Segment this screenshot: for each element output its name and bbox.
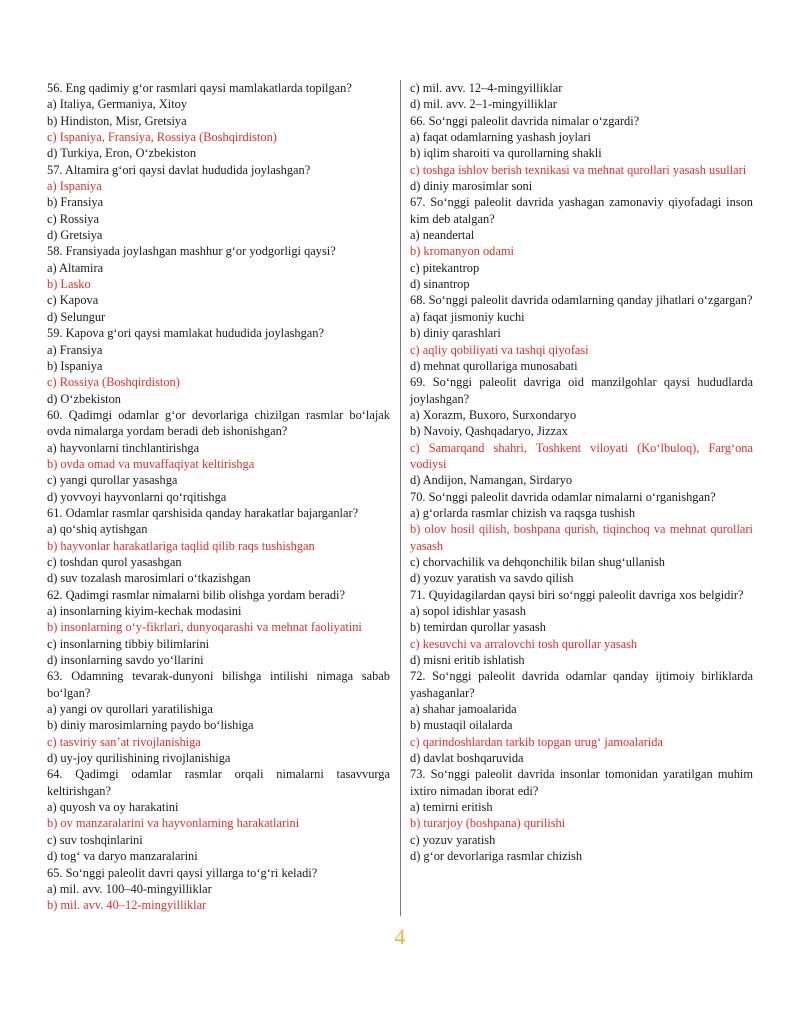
answer-option: c) mil. avv. 12–4-mingyilliklar	[410, 81, 563, 95]
answer-option: a) quyosh va oy harakatini	[47, 800, 179, 815]
answer-option: c) chorvachilik va dehqonchilik bilan shug‘ullanish	[410, 554, 665, 569]
answer-option: c) Kapova	[47, 293, 99, 308]
column-divider	[400, 80, 401, 916]
correct-answer-option: c) toshga ishlov berish texnikasi va mehnat qurollari yasash usullari	[410, 162, 747, 177]
answer-option: d) yozuv yaratish va savdo qilish	[410, 571, 574, 586]
correct-answer-option: c) Rossiya (Boshqirdiston)	[47, 375, 180, 390]
correct-answer-option: b) Lasko	[47, 277, 91, 292]
answer-option: d) Andijon, Namangan, Sirdaryo	[410, 473, 573, 488]
correct-answer-option: b) olov hosil qilish, boshpana qurish, tiqinchoq va mehnat qurollari yasash	[410, 522, 753, 553]
answer-option: b) Hindiston, Misr, Gretsiya	[47, 113, 187, 128]
answer-option: c) suv toshqinlarini	[47, 832, 143, 847]
answer-option: a) Altamira	[47, 260, 104, 275]
answer-option: d) O‘zbekiston	[47, 391, 121, 406]
question-text: 66. So‘nggi paleolit davrida nimalar o‘zgardi?	[410, 113, 640, 128]
correct-answer-option: b) turarjoy (boshpana) qurilishi	[410, 816, 566, 831]
question-text: 68. So‘nggi paleolit davrida odamlarning qanday jihatlari o‘zgargan?	[410, 293, 753, 308]
question-text: 69. So‘nggi paleolit davriga oid manzilgohlar qaysi hududlarda joylashgan?	[410, 375, 753, 406]
answer-option: a) shahar jamoalarida	[410, 702, 517, 717]
answer-option: a) yangi ov qurollari yaratilishiga	[47, 702, 213, 717]
question-text: 57. Altamira g‘ori qaysi davlat hududida joylashgan?	[47, 162, 311, 177]
question-text: 67. So‘nggi paleolit davrida yashagan zamonaviy qiyofadagi inson kim deb atalgan?	[410, 195, 753, 226]
answer-option: b) Navoiy, Qashqadaryo, Jizzax	[410, 424, 568, 439]
answer-option: a) sopol idishlar yasash	[410, 604, 526, 618]
answer-option: c) toshdan qurol yasashgan	[47, 554, 182, 569]
correct-answer-option: a) Ispaniya	[47, 179, 102, 194]
correct-answer-option: b) ov manzaralarini va hayvonlarning harakatlarini	[47, 816, 300, 831]
question-text: 62. Qadimgi rasmlar nimalarni bilib olishga yordam beradi?	[47, 587, 345, 602]
correct-answer-option: c) aqliy qobiliyati va tashqi qiyofasi	[410, 342, 589, 357]
answer-option: b) diniy qarashlari	[410, 326, 501, 341]
answer-option: a) insonlarning kiyim-kechak modasini	[47, 604, 242, 618]
question-text: 63. Odamning tevarak-dunyoni bilishga intilishi nimaga sabab bo‘lgan?	[47, 669, 390, 700]
answer-option: d) misni eritib ishlatish	[410, 653, 525, 668]
correct-answer-option: b) kromanyon odami	[410, 244, 514, 259]
question-text: 71. Quyidagilardan qaysi biri so‘nggi paleolit davriga xos belgidir?	[410, 587, 744, 602]
question-text: 59. Kapova g‘ori qaysi mamlakat hududida joylashgan?	[47, 326, 324, 341]
correct-answer-option: c) Ispaniya, Fransiya, Rossiya (Boshqirdiston)	[47, 130, 277, 145]
answer-option: d) tog‘ va daryo manzaralarini	[47, 849, 198, 864]
correct-answer-option: b) mil. avv. 40–12-mingyilliklar	[47, 898, 207, 913]
answer-option: b) diniy marosimlarning paydo bo‘lishiga	[47, 718, 254, 733]
answer-option: a) temirni eritish	[410, 800, 493, 815]
answer-option: d) Gretsiya	[47, 228, 103, 243]
answer-option: a) Xorazm, Buxoro, Surxondaryo	[410, 407, 577, 422]
answer-option: b) iqlim sharoiti va qurollarning shakli	[410, 146, 602, 161]
answer-option: a) Fransiya	[47, 342, 103, 357]
left-column	[47, 80, 390, 914]
question-text: 60. Qadimgi odamlar g‘or devorlariga chizilgan rasmlar bo‘lajak ovda nimalarga yordam beradi deb ishonishgan?	[47, 407, 390, 439]
answer-option: d) Turkiya, Eron, O‘zbekiston	[47, 146, 197, 161]
correct-answer-option: c) kesuvchi va arralovchi tosh qurollar yasash	[410, 636, 638, 651]
question-text: 72. So‘nggi paleolit davrida odamlar qanday ijtimoiy birliklarda yashaganlar?	[410, 669, 753, 700]
answer-option: a) neandertal	[410, 228, 475, 243]
correct-answer-option: b) ovda omad va muvaffaqiyat keltirishga	[47, 456, 255, 471]
correct-answer-option: c) Samarqand shahri, Toshkent viloyati (Ko‘lbuloq), Farg‘ona vodiysi	[410, 440, 753, 471]
question-text: 58. Fransiyada joylashgan mashhur g‘or yodgorligi qaysi?	[47, 244, 336, 259]
answer-option: a) Italiya, Germaniya, Xitoy	[47, 97, 188, 112]
answer-option: d) davlat boshqaruvida	[410, 751, 524, 766]
question-text: 61. Odamlar rasmlar qarshisida qanday harakatlar bajarganlar?	[47, 505, 359, 520]
answer-option: c) insonlarning tibbiy bilimlarini	[47, 636, 210, 651]
answer-option: c) pitekantrop	[410, 260, 480, 275]
question-text: 65. So‘nggi paleolit davri qaysi yillarga to‘g‘ri keladi?	[47, 865, 318, 880]
answer-option: a) mil. avv. 100–40-mingyilliklar	[47, 881, 212, 896]
answer-option: d) diniy marosimlar soni	[410, 179, 533, 194]
answer-option: d) mehnat qurollariga munosabati	[410, 358, 578, 373]
correct-answer-option: b) hayvonlar harakatlariga taqlid qilib raqs tushishgan	[47, 538, 315, 553]
question-text: 73. So‘nggi paleolit davrida insonlar tomonidan yaratilgan muhim ixtiro nimadan iborat edi?	[410, 767, 753, 798]
answer-option: a) qo‘shiq aytishgan	[47, 522, 148, 537]
correct-answer-option: b) insonlarning o‘y-fikrlari, dunyoqarashi va mehnat faoliyatini	[47, 620, 362, 635]
answer-option: d) yovvoyi hayvonlarni qo‘rqitishga	[47, 489, 227, 504]
answer-option: c) yangi qurollar yasashga	[47, 473, 178, 488]
answer-option: a) faqat jismoniy kuchi	[410, 309, 525, 324]
answer-option: d) insonlarning savdo yo‘llarini	[47, 653, 204, 668]
answer-option: d) g‘or devorlariga rasmlar chizish	[410, 849, 583, 864]
right-column	[410, 80, 753, 865]
page-number: 4	[394, 924, 406, 949]
answer-option: d) Selungur	[47, 309, 106, 324]
answer-option: a) g‘orlarda rasmlar chizish va raqsga tushish	[410, 505, 636, 520]
question-text: 70. So‘nggi paleolit davrida odamlar nimalarni o‘rganishgan?	[410, 489, 716, 504]
answer-option: c) yozuv yaratish	[410, 832, 496, 847]
correct-answer-option: c) tasviriy san’at rivojlanishiga	[47, 734, 201, 749]
question-text: 56. Eng qadimiy g‘or rasmlari qaysi mamlakatlarda topilgan?	[47, 81, 352, 95]
answer-option: d) mil. avv. 2–1-mingyilliklar	[410, 97, 557, 112]
answer-option: a) hayvonlarni tinchlantirishga	[47, 440, 200, 455]
answer-option: b) temirdan qurollar yasash	[410, 620, 546, 635]
answer-option: c) Rossiya	[47, 211, 99, 226]
question-text: 64. Qadimgi odamlar rasmlar orqali nimalarni tasavvurga keltirishgan?	[47, 767, 390, 798]
answer-option: b) Ispaniya	[47, 358, 103, 373]
answer-option: b) Fransiya	[47, 195, 104, 210]
answer-option: a) faqat odamlarning yashash joylari	[410, 130, 591, 145]
answer-option: d) suv tozalash marosimlari o‘tkazishgan	[47, 571, 251, 586]
answer-option: b) mustaqil oilalarda	[410, 718, 513, 733]
correct-answer-option: c) qarindoshlardan tarkib topgan urug‘ jamoalarida	[410, 734, 663, 749]
answer-option: d) sinantrop	[410, 277, 470, 292]
answer-option: d) uy-joy qurilishining rivojlanishiga	[47, 751, 231, 766]
